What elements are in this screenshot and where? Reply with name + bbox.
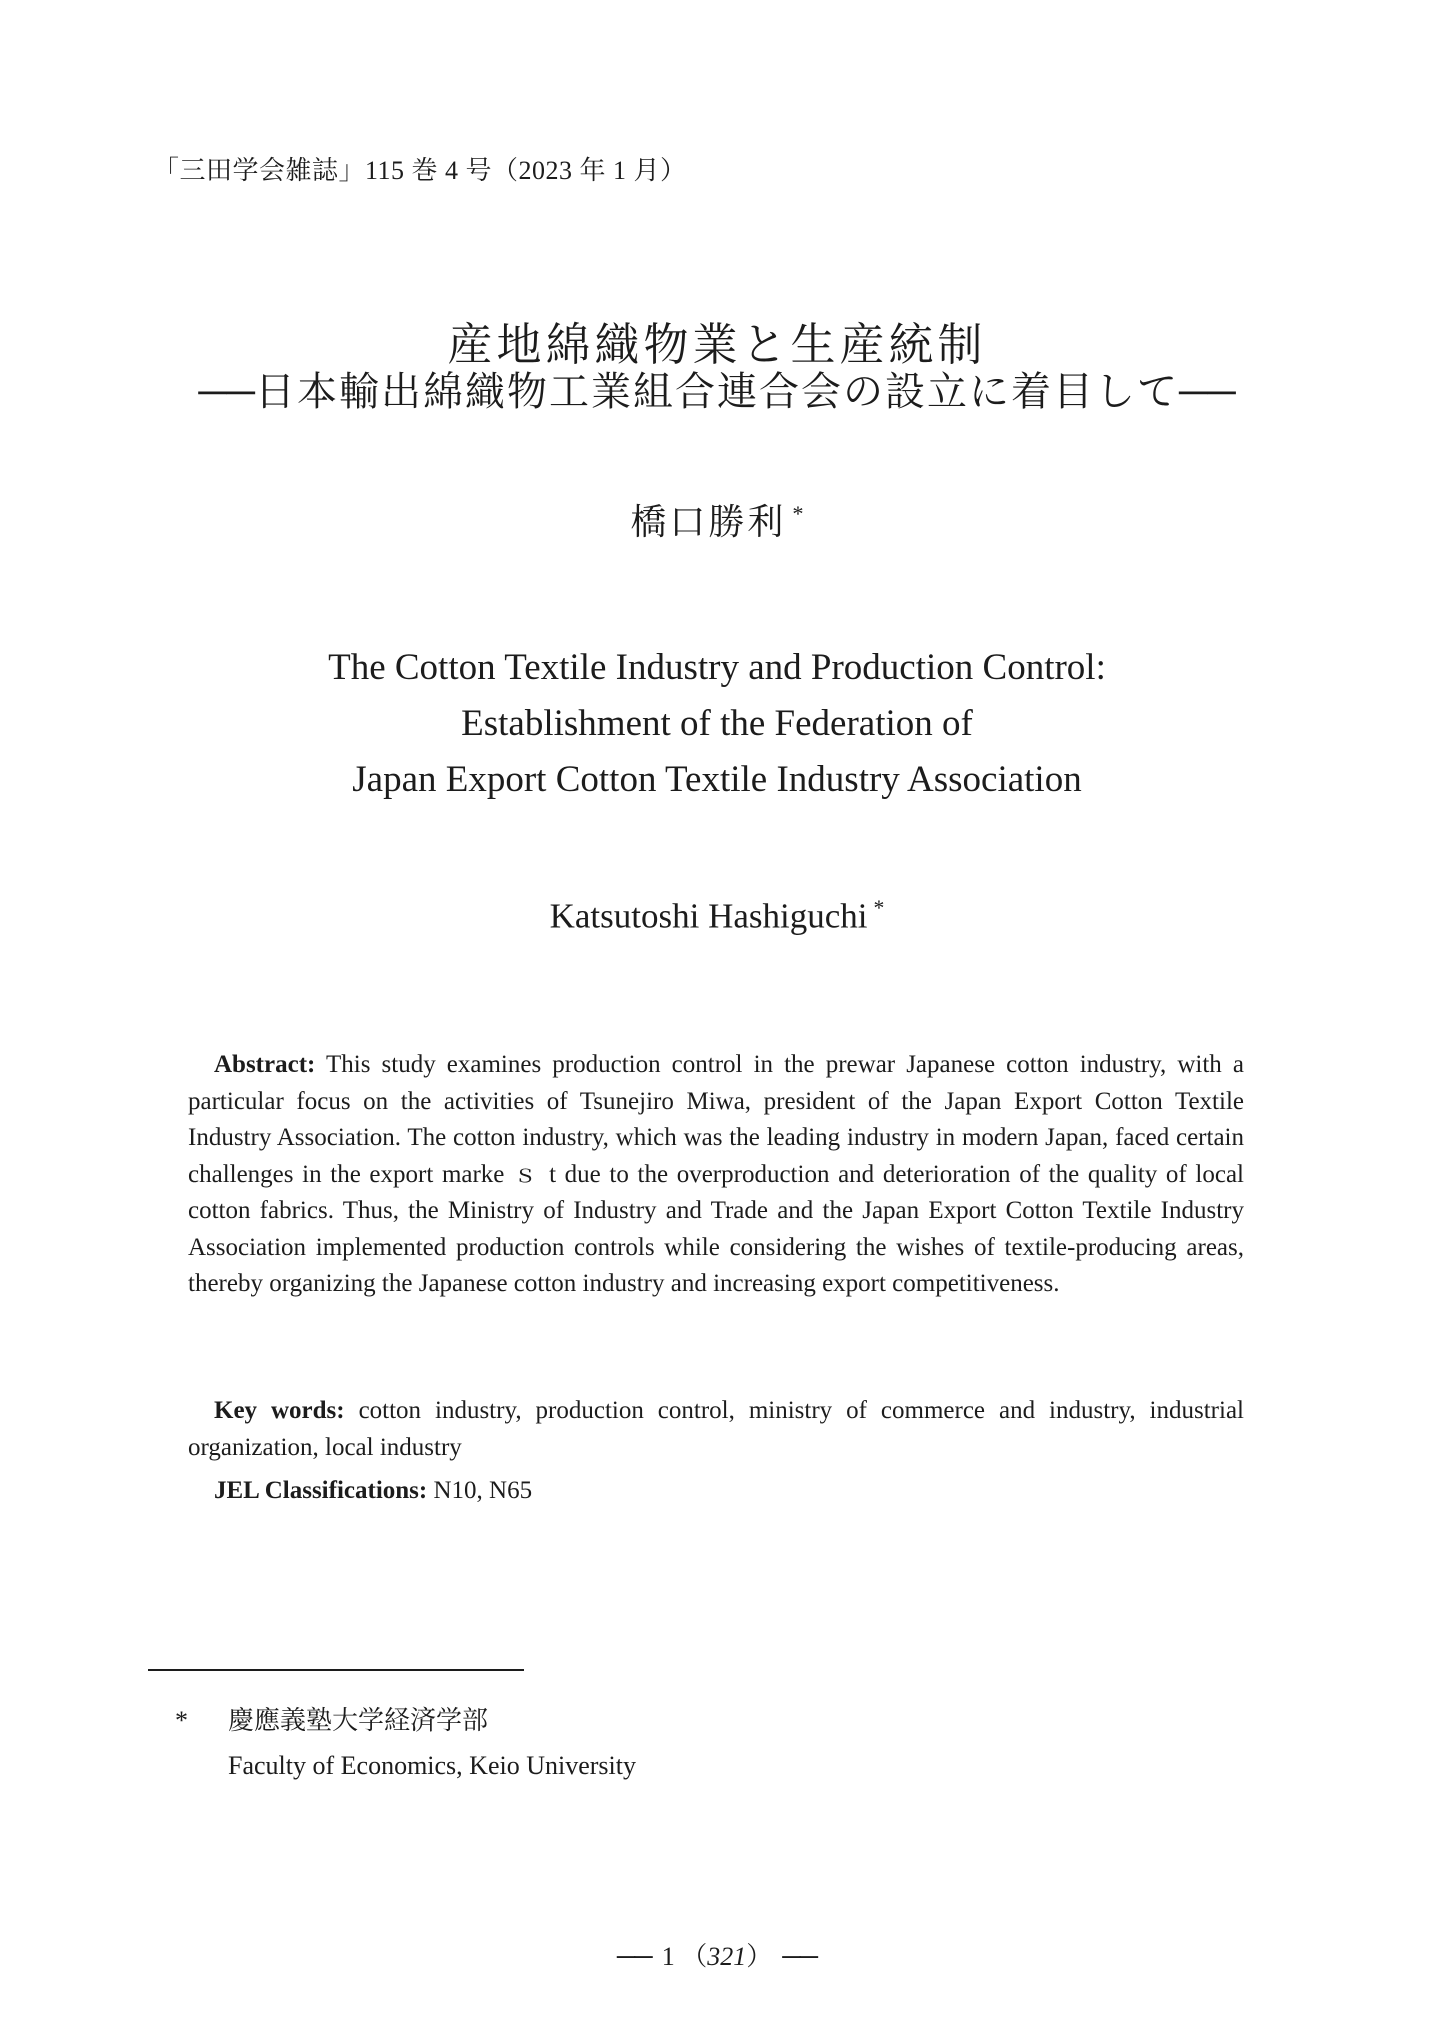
volume-paren-close: ） bbox=[746, 1942, 773, 1971]
author-footnote-asterisk: * bbox=[792, 501, 804, 526]
subtitle-text: 日本輸出綿織物工業組合連合会の設立に着目して bbox=[255, 369, 1179, 414]
page-number-value: 1 bbox=[661, 1942, 675, 1971]
abstract-label: Abstract: bbox=[214, 1051, 316, 1078]
title-en-line-2: Establishment of the Federation of bbox=[461, 703, 973, 744]
footer-dash-left: ── bbox=[616, 1942, 652, 1971]
jel-classifications bbox=[188, 1477, 1244, 1505]
volume-paren-open: （ bbox=[681, 1942, 708, 1971]
jel-text: N10, N65 bbox=[427, 1477, 533, 1504]
page-footer bbox=[0, 1936, 1434, 1973]
paper-title-japanese: 産地綿織物業と生産統制 bbox=[447, 320, 987, 371]
keywords-label: Key words: bbox=[214, 1397, 345, 1424]
subtitle-dash-left: ── bbox=[198, 369, 255, 414]
author-en-footnote-asterisk: * bbox=[873, 896, 885, 920]
author-en-text: Katsutoshi Hashiguchi bbox=[549, 896, 868, 936]
footnote-indent-spacer bbox=[175, 1743, 228, 1788]
author-name-japanese bbox=[0, 494, 1434, 545]
jel-label: JEL Classifications: bbox=[214, 1477, 428, 1504]
footnote-affiliation-japanese: 慶應義塾大学経済学部 bbox=[228, 1706, 489, 1735]
paper-subtitle-japanese bbox=[0, 360, 1434, 417]
subtitle-dash-right: ── bbox=[1179, 369, 1236, 414]
title-en-line-3: Japan Export Cotton Textile Industry Association bbox=[352, 759, 1082, 800]
keywords-text: cotton industry, production control, ministry of commerce and industry, industrial organization, local industry bbox=[188, 1397, 1244, 1461]
page-number bbox=[662, 1942, 773, 1971]
abstract-paragraph bbox=[188, 1047, 1244, 1303]
journal-issue-header: 「三田学会雑誌」115 巻 4 号（2023 年 1 月） bbox=[153, 156, 687, 185]
abstract-text: This study examines production control in the prewar Japanese cotton industry, with a particular focus on the activities of Tsunejiro Miwa, president of the Japan Export Cotton Textile Industry Association. The cotton industry, which was the leading industry in modern Japan, faced certain challenges in the export marke ｓ t due to the overproduction and deterioration of the quality of local cotton fabrics. Thus, the Ministry of Industry and Trade and the Japan Export Cotton Textile Industry Association implemented production controls while considering the wishes of textile-producing areas, thereby organizing the Japanese cotton industry and increasing export competitiveness. bbox=[188, 1051, 1244, 1297]
author-name-english bbox=[0, 896, 1434, 937]
title-en-line-1: The Cotton Textile Industry and Production Control: bbox=[328, 647, 1106, 688]
volume-page-number: 321 bbox=[707, 1942, 747, 1971]
paper-title-english bbox=[0, 640, 1434, 808]
footnote-asterisk: * bbox=[175, 1706, 188, 1735]
footnote-block bbox=[175, 1698, 1075, 1788]
keywords-paragraph bbox=[188, 1393, 1244, 1466]
footer-dash-right: ── bbox=[782, 1942, 818, 1971]
footnote-affiliation-english: Faculty of Economics, Keio University bbox=[228, 1751, 636, 1780]
footnote-divider-rule bbox=[148, 1669, 524, 1671]
author-ja-text: 橋口勝利 bbox=[630, 502, 787, 542]
